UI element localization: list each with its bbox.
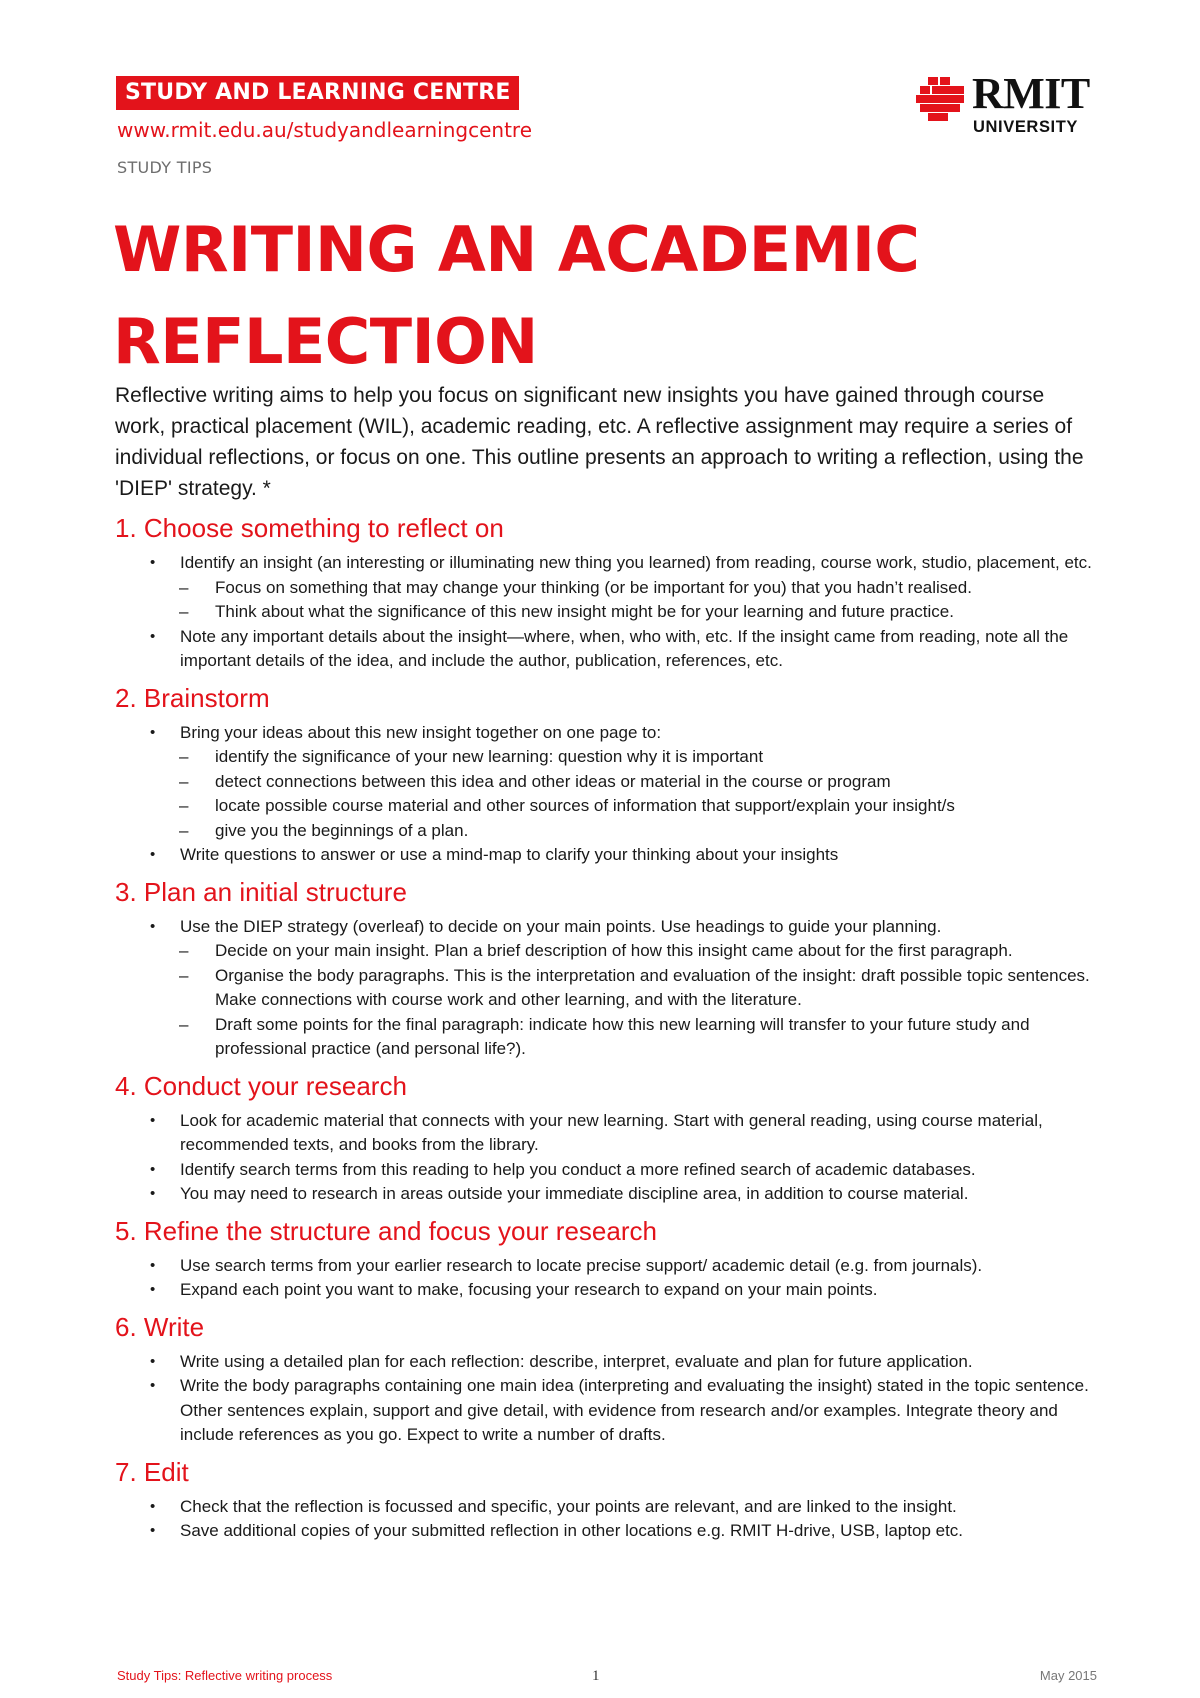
- dash-item: – Draft some points for the final paragraph: indicate how this new learning will transfer to your future study and professional practice (and personal life?).: [179, 1013, 1105, 1062]
- bullet-text: Use search terms from your earlier research to locate precise support/ academic detail (e.g. from journals).: [180, 1255, 983, 1275]
- bullet-item: [115, 1374, 1105, 1448]
- dash-list: [180, 939, 1105, 1062]
- footer-date: May 2015: [1039, 1668, 1097, 1683]
- bullet-text: You may need to research in areas outside your immediate discipline area, in addition to course material.: [180, 1184, 969, 1203]
- section-5: [115, 1215, 1105, 1303]
- bullet-item: [115, 1495, 1105, 1520]
- bullet-list: [115, 721, 1105, 868]
- rmit-pixel-logo-icon: [916, 77, 968, 121]
- section-7: [115, 1456, 1105, 1544]
- bullet-list: [115, 1254, 1105, 1303]
- bullet-list: [115, 551, 1105, 674]
- rmit-logo: [916, 69, 1096, 138]
- section-heading: 7. Edit: [115, 1456, 189, 1487]
- bullet-item: [115, 1519, 1105, 1544]
- dash-item: – locate possible course material and other sources of information that support/explain your insight/s: [179, 794, 1105, 819]
- rmit-wordmark: RMIT: [972, 69, 1090, 118]
- section-heading: 2. Brainstorm: [115, 682, 270, 713]
- section-2: [115, 682, 1105, 868]
- page-title: WRITING AN ACADEMIC REFLECTION: [113, 213, 920, 378]
- bullet-item: [115, 1109, 1105, 1158]
- dash-item: – identify the significance of your new learning: question why it is important: [179, 745, 1105, 770]
- bullet-text: Write questions to answer or use a mind-map to clarify your thinking about your insights: [180, 845, 839, 864]
- dash-item: – Decide on your main insight. Plan a brief description of how this insight came about for the first paragraph.: [179, 939, 1105, 964]
- bullet-item: [115, 843, 1105, 868]
- university-wordmark: UNIVERSITY: [973, 118, 1079, 136]
- dash-list: [180, 576, 1105, 625]
- study-learning-centre-banner: STUDY AND LEARNING CENTRE: [116, 76, 519, 110]
- bullet-item: [115, 1350, 1105, 1375]
- section-3: [115, 876, 1105, 1062]
- bullet-item: [115, 551, 1105, 625]
- dash-item: – Organise the body paragraphs. This is the interpretation and evaluation of the insight: draft possible topic sentences. Make connections with course work and other learning, and with the literature.: [179, 964, 1105, 1013]
- sections-container: [115, 512, 1105, 1552]
- section-heading: 4. Conduct your research: [115, 1070, 407, 1101]
- bullet-item: [115, 721, 1105, 844]
- dash-list: [180, 745, 1105, 843]
- bullet-text: Use the DIEP strategy (overleaf) to decide on your main points. Use headings to guide your planning.: [180, 916, 942, 936]
- bullet-text: Write using a detailed plan for each reflection: describe, interpret, evaluate and plan for future application.: [180, 1351, 973, 1371]
- bullet-item: [115, 625, 1105, 674]
- dash-item: – give you the beginnings of a plan.: [179, 819, 1105, 844]
- study-tips-label: STUDY TIPS: [117, 158, 213, 177]
- bullet-item: [115, 915, 1105, 1062]
- bullet-item: [115, 1254, 1105, 1279]
- section-heading: 1. Choose something to reflect on: [115, 513, 504, 543]
- bullet-list: [115, 1109, 1105, 1207]
- bullet-list: [115, 915, 1105, 1062]
- section-heading: 6. Write: [115, 1311, 205, 1342]
- intro-paragraph: Reflective writing aims to help you focus on significant new insights you have gained through course work, practical placement (WIL), academic reading, etc. A reflective assignment may require a series of individual reflections, or focus on one. This outline presents an approach to writing a reflection, using the 'DIEP' strategy. *: [115, 384, 1084, 500]
- bullet-list: [115, 1495, 1105, 1544]
- footer-doc-title: Study Tips: Reflective writing process: [117, 1668, 333, 1683]
- section-heading: 3. Plan an initial structure: [115, 876, 407, 907]
- dash-item: – Focus on something that may change your thinking (or be important for you) that you hadn’t realised.: [179, 576, 1105, 601]
- bullet-text: Identify search terms from this reading to help you conduct a more refined search of academic databases.: [180, 1159, 976, 1179]
- section-4: [115, 1070, 1105, 1207]
- bullet-text: Save additional copies of your submitted reflection in other locations e.g. RMIT H-drive, USB, laptop etc.: [180, 1521, 964, 1540]
- page-number: 1: [592, 1668, 600, 1684]
- bullet-item: [115, 1278, 1105, 1303]
- bullet-text: Identify an insight (an interesting or illuminating new thing you learned) from reading, course work, studio, placement, etc.: [180, 553, 1092, 572]
- dash-item: – detect connections between this idea and other ideas or material in the course or program: [179, 770, 1105, 795]
- bullet-list: [115, 1350, 1105, 1448]
- centre-url-link[interactable]: www.rmit.edu.au/studyandlearningcentre: [117, 118, 532, 142]
- bullet-text: Bring your ideas about this new insight together on one page to:: [180, 722, 662, 742]
- bullet-text: Look for academic material that connects with your new learning. Start with general reading, using course material, recommended texts, and books from the library.: [180, 1110, 1043, 1154]
- bullet-item: [115, 1182, 1105, 1207]
- section-6: [115, 1311, 1105, 1448]
- bullet-text: Note any important details about the insight—where, when, who with, etc. If the insight came from reading, note all the important details of the idea, and include the author, publication, references, etc.: [180, 626, 1069, 670]
- bullet-text: Check that the reflection is focussed and specific, your points are relevant, and are linked to the insight.: [180, 1496, 957, 1516]
- bullet-item: [115, 1158, 1105, 1183]
- bullet-text: Expand each point you want to make, focusing your research to expand on your main points.: [180, 1280, 878, 1299]
- dash-item: – Think about what the significance of this new insight might be for your learning and future practice.: [179, 600, 1105, 625]
- bullet-text: Write the body paragraphs containing one main idea (interpreting and evaluating the insight) stated in the topic sentence. Other sentences explain, support and give detail, with evidence from research and/or examples. Integrate theory and include references as you go. Expect to write a number of drafts.: [180, 1376, 1089, 1444]
- section-heading: 5. Refine the structure and focus your research: [115, 1215, 657, 1246]
- page-footer: [117, 1666, 1097, 1686]
- section-1: [115, 512, 1105, 674]
